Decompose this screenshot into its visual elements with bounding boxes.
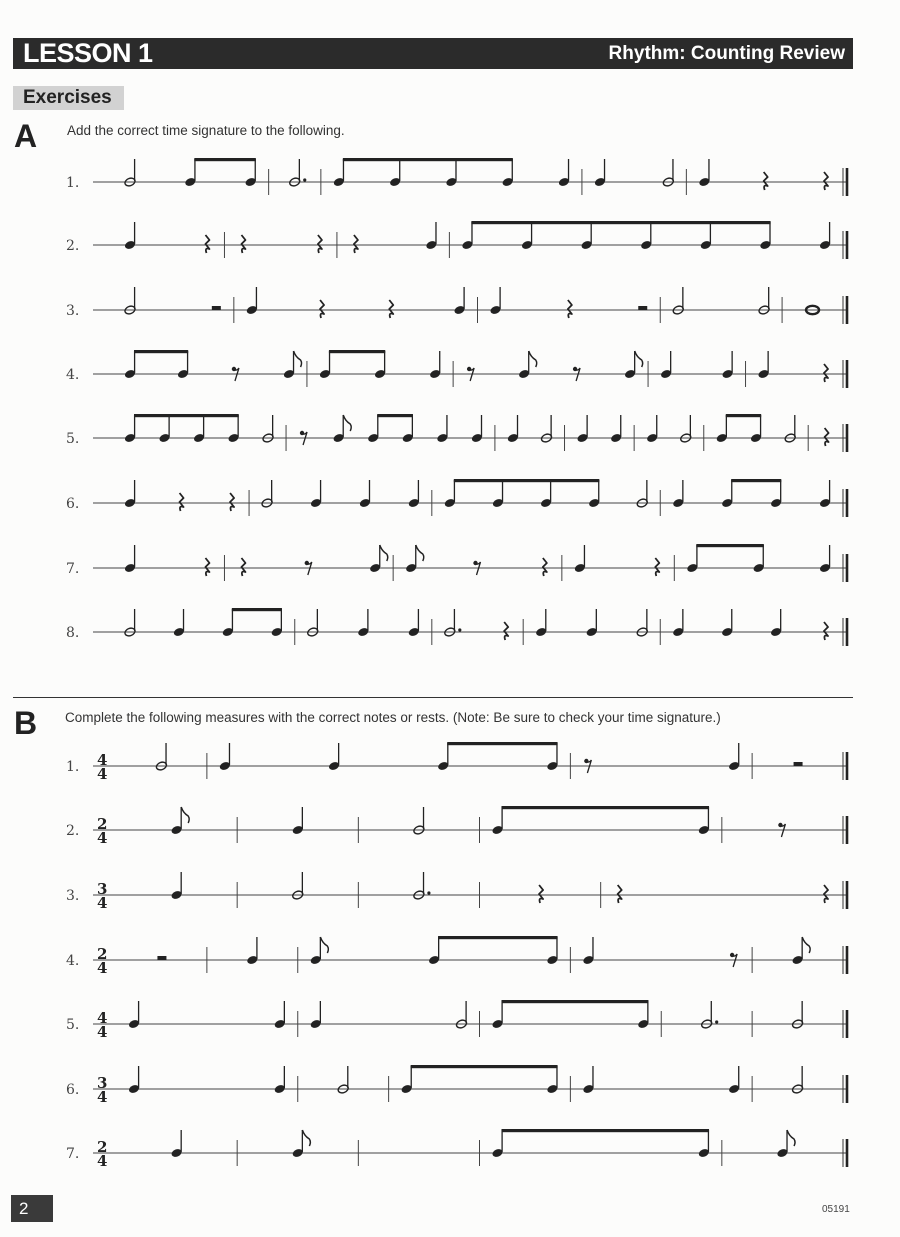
quarter-rest: [389, 300, 393, 318]
quarter-rest: [764, 172, 768, 190]
half-rest: [157, 956, 166, 960]
rhythm-line-a-2: [66, 221, 847, 259]
time-signature-top: 3: [97, 1074, 108, 1092]
rhythm-line-b-3: [66, 872, 847, 912]
quarter-rest: [824, 622, 828, 640]
lesson-subtitle: Rhythm: Counting Review: [608, 42, 845, 64]
time-signature-top: 2: [97, 945, 108, 963]
time-signature-bottom: 4: [97, 959, 108, 977]
quarter-rest: [205, 558, 209, 576]
rhythm-line-b-5: [66, 1000, 847, 1041]
quarter-rest: [241, 235, 245, 253]
note-flag: [343, 415, 351, 431]
eighth-rest: [731, 954, 737, 967]
note-flag: [302, 1130, 310, 1146]
line-number: 8.: [66, 625, 80, 641]
line-number: 7.: [66, 1146, 80, 1162]
eighth-beam: [502, 1000, 649, 1003]
quarter-rest: [618, 885, 622, 903]
eighth-beam: [134, 414, 239, 417]
quarter-rest: [241, 558, 245, 576]
eighth-beam: [731, 479, 781, 482]
half-rest: [638, 306, 647, 310]
half-rest: [794, 762, 803, 766]
quarter-rest: [655, 558, 659, 576]
time-signature-bottom: 4: [97, 765, 108, 783]
line-number: 2.: [66, 823, 80, 839]
rhythm-line-b-6: [66, 1065, 847, 1106]
catalog-number: 05191: [822, 1204, 850, 1215]
eighth-beam: [377, 414, 413, 417]
eighth-rest: [233, 368, 239, 381]
time-signature-bottom: 4: [97, 1152, 108, 1170]
eighth-beam: [471, 221, 770, 224]
note-flag: [802, 937, 810, 953]
rhythm-line-a-4: [66, 350, 847, 388]
time-signature-top: 2: [97, 1138, 108, 1156]
time-signature-top: 3: [97, 880, 108, 898]
time-signature-bottom: 4: [97, 894, 108, 912]
line-number: 5.: [66, 1017, 80, 1033]
eighth-beam: [726, 414, 761, 417]
line-number: 6.: [66, 496, 80, 512]
eighth-rest: [585, 760, 591, 773]
quarter-rest: [543, 558, 547, 576]
dot: [427, 891, 430, 894]
eighth-beam: [134, 350, 188, 353]
eighth-rest: [468, 368, 474, 381]
half-rest: [212, 306, 221, 310]
quarter-rest: [568, 300, 572, 318]
eighth-beam: [438, 936, 558, 939]
dot: [303, 178, 306, 181]
time-signature-top: 4: [97, 1009, 108, 1027]
note-flag: [529, 351, 537, 367]
quarter-rest: [230, 493, 234, 511]
quarter-rest: [824, 364, 828, 382]
eighth-rest: [306, 562, 312, 575]
section-b-instruction: Complete the following measures with the correct notes or rests. (Note: Be sure to check your time signature.): [65, 710, 721, 725]
eighth-beam: [502, 806, 710, 809]
quarter-rest: [504, 622, 508, 640]
rhythm-line-a-1: [66, 158, 847, 196]
eighth-beam: [696, 544, 764, 547]
quarter-rest: [354, 235, 358, 253]
time-signature-top: 2: [97, 815, 108, 833]
dot: [458, 628, 461, 631]
note-flag: [181, 807, 189, 823]
rhythm-line-b-1: [66, 742, 847, 783]
rhythm-line-b-4: [66, 936, 847, 977]
lesson-title: LESSON 1: [23, 38, 153, 68]
note-flag: [635, 351, 643, 367]
quarter-rest: [320, 300, 324, 318]
dot: [715, 1020, 718, 1023]
eighth-beam: [447, 742, 557, 745]
eighth-beam: [194, 158, 256, 161]
time-signature-bottom: 4: [97, 829, 108, 847]
rhythm-line-a-7: [66, 544, 847, 582]
quarter-rest: [318, 235, 322, 253]
eighth-beam: [329, 350, 385, 353]
line-number: 4.: [66, 953, 80, 969]
line-number: 6.: [66, 1082, 80, 1098]
line-number: 7.: [66, 561, 80, 577]
time-signature-bottom: 4: [97, 1088, 108, 1106]
eighth-beam: [411, 1065, 558, 1068]
rhythm-line-a-8: [66, 608, 847, 646]
line-number: 1.: [66, 175, 80, 191]
time-signature-top: 4: [97, 751, 108, 769]
rhythm-line-b-2: [66, 806, 847, 847]
rhythm-line-b-7: [66, 1129, 847, 1170]
line-number: 2.: [66, 238, 80, 254]
note-flag: [380, 545, 388, 561]
line-number: 5.: [66, 431, 80, 447]
rhythm-line-a-6: [66, 479, 847, 517]
quarter-rest: [824, 885, 828, 903]
note-flag: [787, 1130, 795, 1146]
rhythm-line-a-3: [66, 287, 847, 324]
page-number-badge: 2: [11, 1195, 53, 1222]
quarter-rest: [205, 235, 209, 253]
note-flag: [294, 351, 302, 367]
quarter-rest: [825, 428, 829, 446]
quarter-rest: [824, 172, 828, 190]
eighth-beam: [343, 158, 513, 161]
quarter-rest: [180, 493, 184, 511]
eighth-beam: [502, 1129, 710, 1132]
exercises-label: Exercises: [13, 86, 124, 110]
quarter-rest: [539, 885, 543, 903]
rhythm-line-a-5: [66, 414, 847, 452]
line-number: 1.: [66, 759, 80, 775]
line-number: 4.: [66, 367, 80, 383]
section-b-letter: B: [14, 705, 38, 741]
eighth-rest: [779, 824, 785, 837]
note-flag: [416, 545, 424, 561]
line-number: 3.: [66, 303, 80, 319]
line-number: 3.: [66, 888, 80, 904]
eighth-rest: [475, 562, 481, 575]
eighth-beam: [454, 479, 600, 482]
eighth-rest: [301, 432, 307, 445]
time-signature-bottom: 4: [97, 1023, 108, 1041]
section-a-letter: A: [14, 118, 38, 154]
note-flag: [320, 937, 328, 953]
eighth-beam: [232, 608, 282, 611]
eighth-rest: [574, 368, 580, 381]
section-a-instruction: Add the correct time signature to the following.: [67, 123, 345, 138]
